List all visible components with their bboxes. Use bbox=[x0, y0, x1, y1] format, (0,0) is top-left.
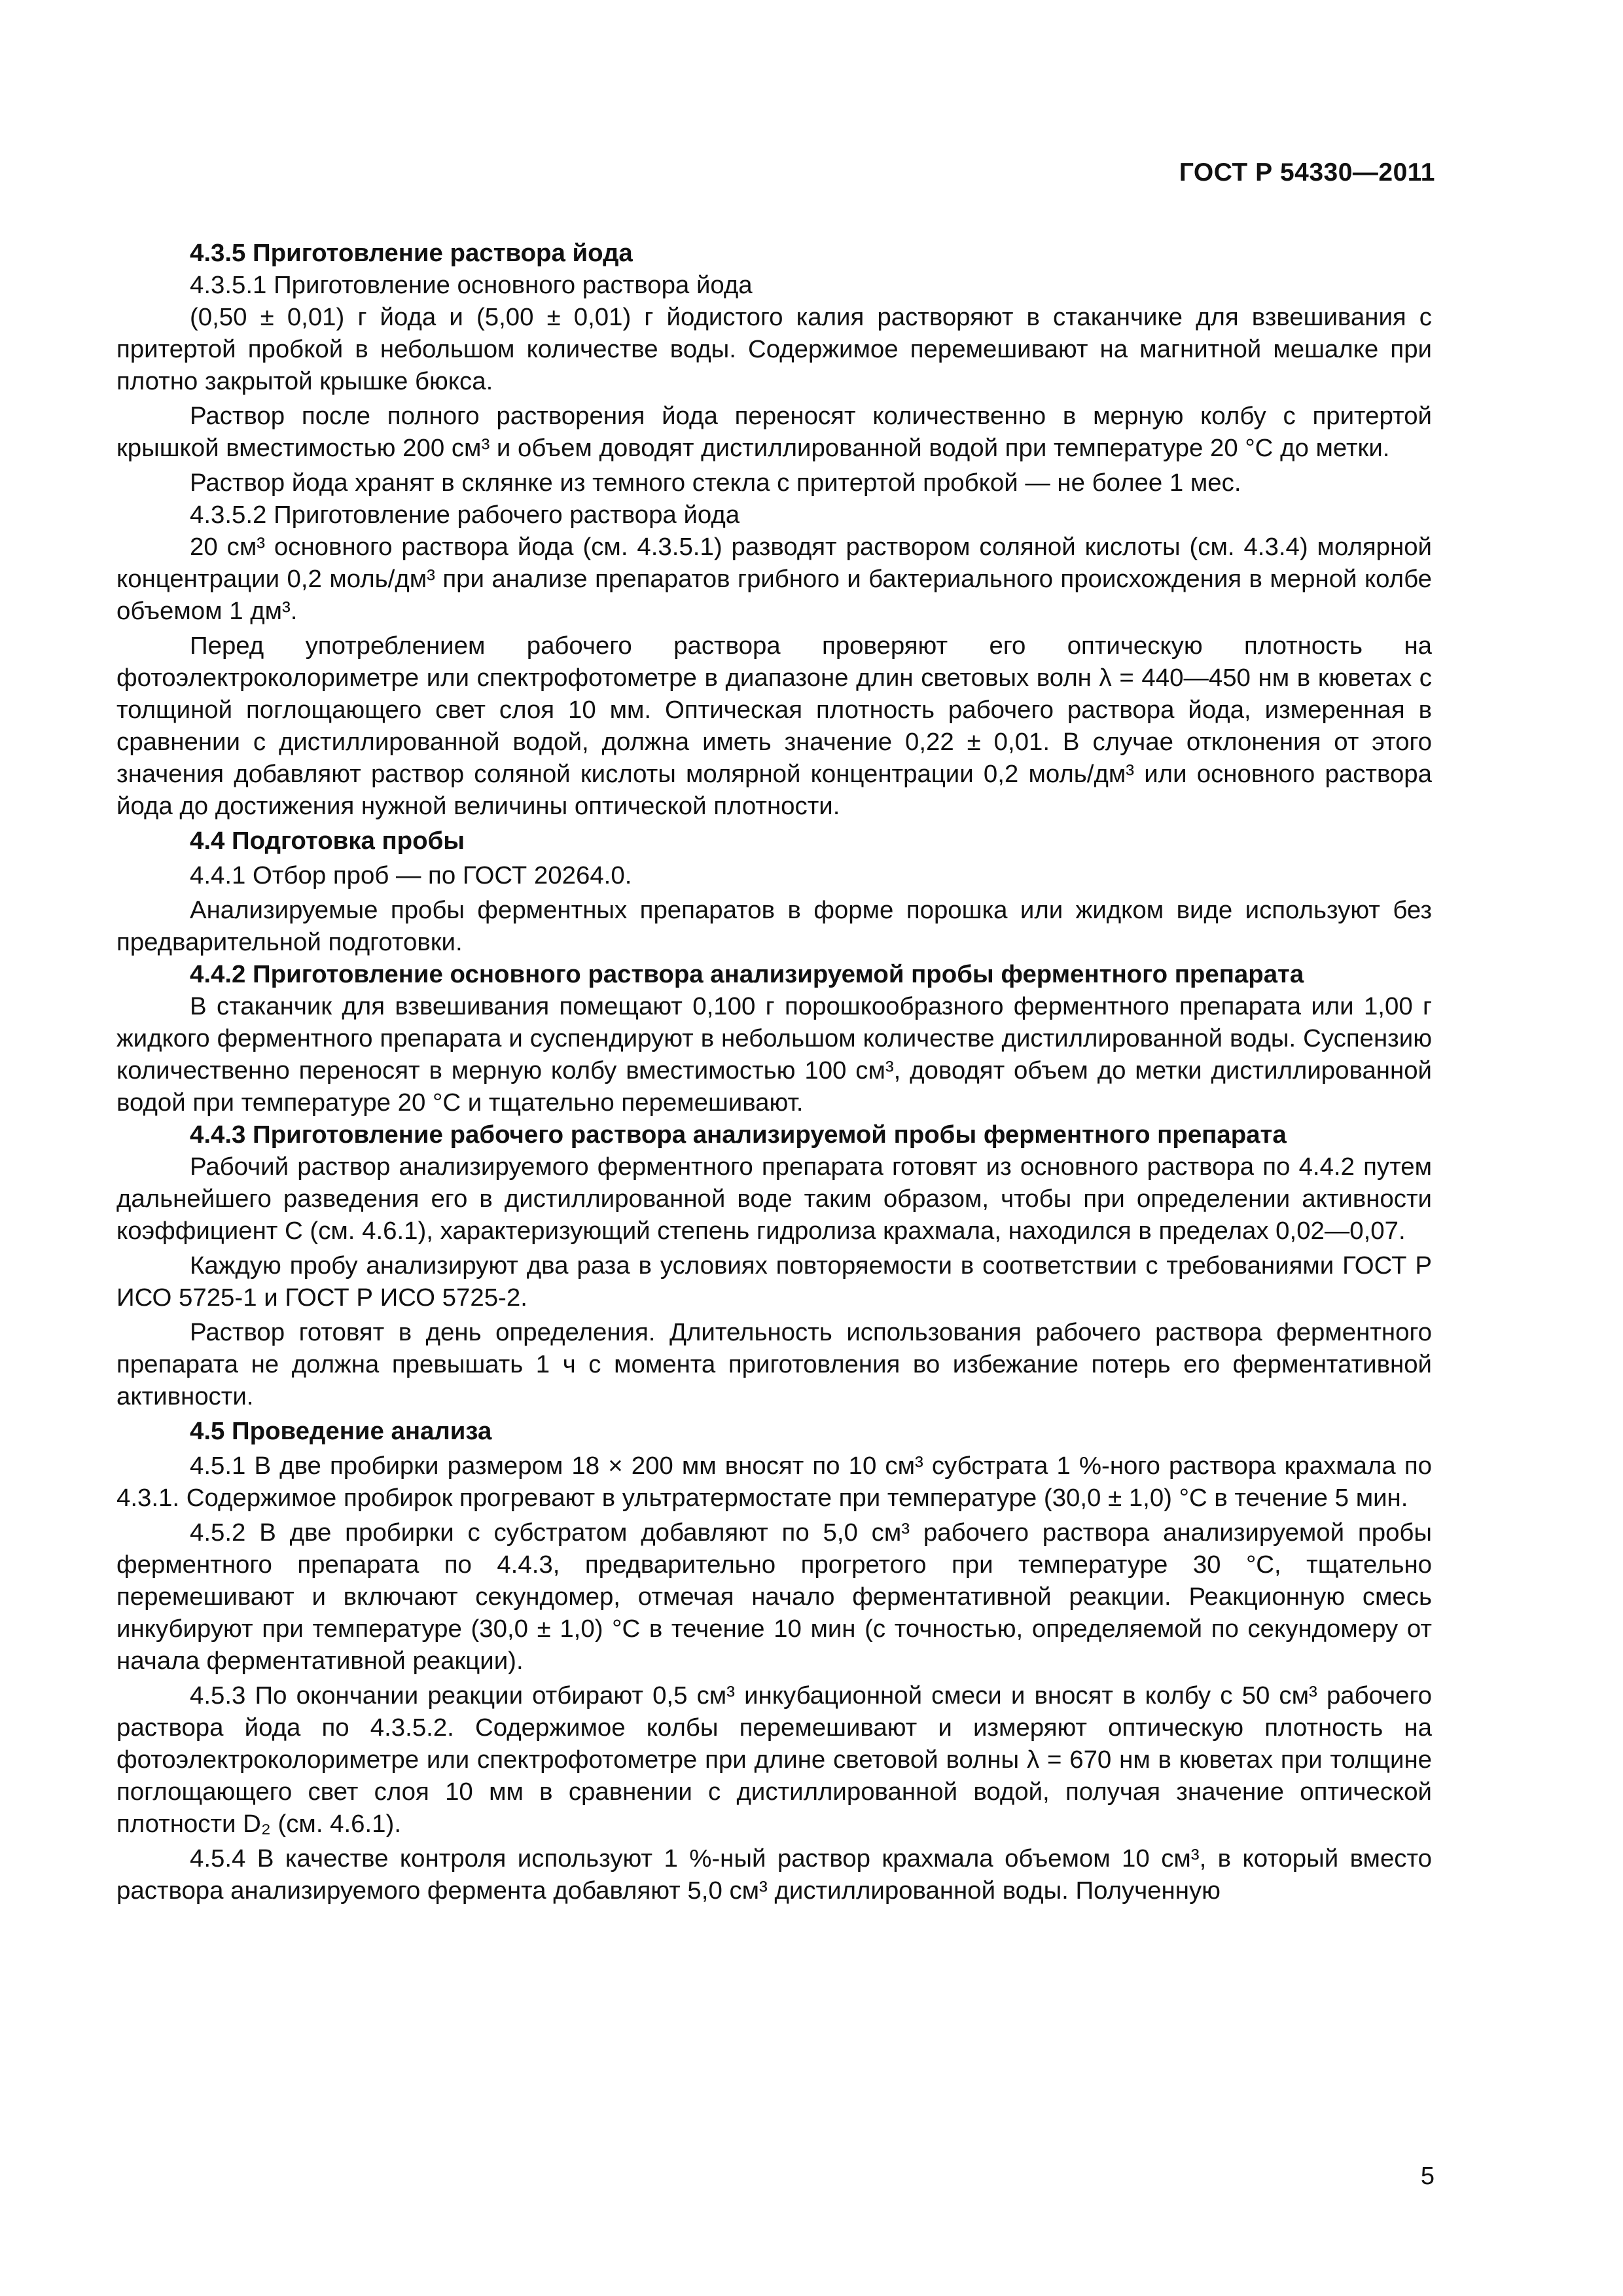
paragraph: 4.5.1 В две пробирки размером 18 × 200 мм вносят по 10 см³ субстрата 1 %-ного раствора крахмала по 4.3.1. Содержимое пробирок прогревают в ультратермостате при температуре (30,0 ± 1,0) °С в течение 5 мин. bbox=[116, 1452, 1432, 1512]
paragraph: Раствор после полного растворения йода переносят количественно в мерную колбу с притертой крышкой вместимостью 200 см³ и объем доводят дистиллированной водой при температуре 20 °С до метки. bbox=[116, 402, 1432, 462]
subsection-title: 4.3.5.2 Приготовление рабочего раствора йода bbox=[190, 501, 740, 529]
paragraph: Анализируемые пробы ферментных препаратов в форме порошка или жидком виде используют без предварительной подготовки. bbox=[116, 896, 1432, 956]
paragraph: (0,50 ± 0,01) г йода и (5,00 ± 0,01) г йодистого калия растворяют в стаканчике для взвешивания с притертой пробкой в небольшом количестве воды. Содержимое перемешивают на магнитной мешалке при плотно закрытой крышке бюкса. bbox=[116, 303, 1432, 395]
section-heading: 4.4.3 Приготовление рабочего раствора анализируемой пробы ферментного препарата bbox=[190, 1121, 1287, 1149]
subsection-title: 4.3.5.1 Приготовление основного раствора йода bbox=[190, 271, 753, 299]
paragraph: 4.5.4 В качестве контроля используют 1 %-ный раствор крахмала объемом 10 см³, в который вместо раствора анализируемого фермента добавляют 5,0 см³ дистиллированной воды. Полученную bbox=[116, 1844, 1432, 1905]
paragraph: Каждую пробу анализируют два раза в условиях повторяемости в соответствии с требованиями ГОСТ Р ИСО 5725-1 и ГОСТ Р ИСО 5725-2. bbox=[116, 1251, 1432, 1312]
section-heading: 4.3.5 Приготовление раствора йода bbox=[190, 239, 633, 267]
section-heading: 4.4 Подготовка пробы bbox=[190, 827, 465, 855]
paragraph: 4.5.2 В две пробирки с субстратом добавляют по 5,0 см³ рабочего раствора анализируемой пробы ферментного препарата по 4.4.3, предварительно прогретого при температуре 30 °С, тщательно перемешивают и включают секундомер, отмечая начало ферментативной реакции. Реакционную смесь инкубируют при температуре (30,0 ± 1,0) °С в течение 10 мин (с точностью, определяемой по секундомеру от начала ферментативной реакции). bbox=[116, 1518, 1432, 1675]
page-number: 5 bbox=[1420, 2162, 1435, 2190]
document-body bbox=[116, 237, 1432, 1907]
paragraph: 4.4.1 Отбор проб — по ГОСТ 20264.0. bbox=[190, 861, 632, 889]
section-heading: 4.5 Проведение анализа bbox=[190, 1417, 492, 1445]
paragraph: 4.5.3 По окончании реакции отбирают 0,5 см³ инкубационной смеси и вносят в колбу с 50 см³ рабочего раствора йода по 4.3.5.2. Содержимое колбы перемешивают и измеряют оптическую плотность на фотоэлектроколориметре или спектрофотометре при длине световой волны λ = 670 нм в кюветах при толщине поглощающего свет слоя 10 мм в сравнении с дистиллированной водой, получая значение оптической плотности D₂ (см. 4.6.1). bbox=[116, 1681, 1432, 1838]
paragraph: 20 см³ основного раствора йода (см. 4.3.5.1) разводят раствором соляной кислоты (см. 4.3.4) молярной концентрации 0,2 моль/дм³ при анализе препаратов грибного и бактериального происхождения в мерной колбе объемом 1 дм³. bbox=[116, 533, 1432, 625]
paragraph: Раствор йода хранят в склянке из темного стекла с притертой пробкой — не более 1 мес. bbox=[190, 469, 1241, 497]
paragraph: Рабочий раствор анализируемого ферментного препарата готовят из основного раствора по 4.4.2 путем дальнейшего разведения его в дистиллированной воде таким образом, чтобы при определении активности коэффициент С (см. 4.6.1), характеризующий степень гидролиза крахмала, находился в пределах 0,02—0,07. bbox=[116, 1153, 1432, 1245]
paragraph: Перед употреблением рабочего раствора проверяют его оптическую плотность на фотоэлектроколориметре или спектрофотометре в диапазоне длин световых волн λ = 440—450 нм в кюветах с толщиной поглощающего свет слоя 10 мм. Оптическая плотность рабочего раствора йода, измеренная в сравнении с дистиллированной водой, должна иметь значение 0,22 ± 0,01. В случае отклонения от этого значения добавляют раствор соляной кислоты молярной концентрации 0,2 моль/дм³ или основного раствора йода до достижения нужной величины оптической плотности. bbox=[116, 632, 1432, 820]
paragraph: В стаканчик для взвешивания помещают 0,100 г порошкообразного ферментного препарата или 1,00 г жидкого ферментного препарата и суспендируют в небольшом количестве дистиллированной воды. Суспензию количественно переносят в мерную колбу вместимостью 100 см³, доводят объем до метки дистиллированной водой при температуре 20 °С и тщательно перемешивают. bbox=[116, 992, 1432, 1117]
paragraph: Раствор готовят в день определения. Длительность использования рабочего раствора ферментного препарата не должна превышать 1 ч с момента приготовления во избежание потерь его ферментативной активности. bbox=[116, 1318, 1432, 1410]
document-header: ГОСТ Р 54330—2011 bbox=[1179, 158, 1435, 187]
section-heading: 4.4.2 Приготовление основного раствора анализируемой пробы ферментного препарата bbox=[190, 960, 1304, 988]
